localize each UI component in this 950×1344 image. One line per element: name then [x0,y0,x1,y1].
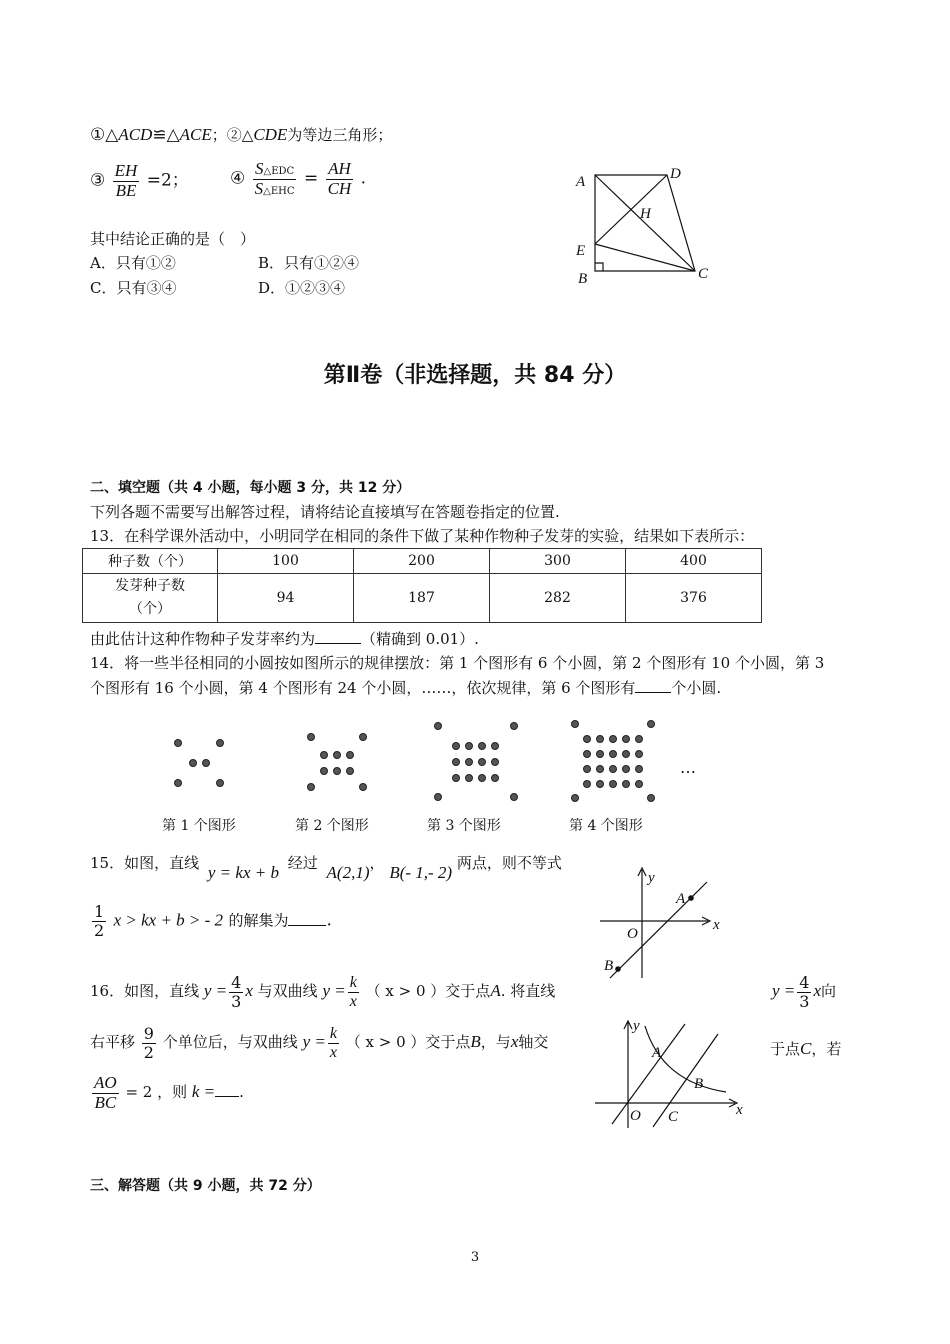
q15-line2: $\frac{1}{2}$ x > kx + b > - 2 的解集为 . [94,902,332,940]
fill-header: 二、填空题（共 4 小题，每小题 3 分，共 12 分） [90,480,411,496]
label-o: O [627,926,638,942]
point-a [688,895,694,901]
pattern-2 [308,734,367,791]
point-b [615,966,621,972]
table-cell: 400 [626,549,762,574]
diagonal-ac [595,175,695,271]
table-header-seeds: 种子数（个） [83,549,218,574]
q14-line2: 个图形有 16 个小圆，第 4 个图形有 24 个小圆，……，依次规律，第 6 个图形有 个小圆. [90,679,722,697]
seed-table [82,548,762,623]
section-title: 第Ⅱ卷（非选择题，共 84 分） [323,363,627,388]
q12-option-d: D．①②③④ [258,279,346,297]
q15-line1: 15．如图，直线 y = kx + b 经过 A(2,1)， B(- 1,- 2) 两点，则不等式 [90,854,562,882]
table-cell: 376 [626,574,762,623]
q12-item3: ③ $\frac{EH}{BE}$ =2； [90,161,189,200]
label-a: A [676,891,686,907]
q12-option-b: B．只有①②④ [258,254,360,272]
segment-ec [595,244,695,271]
label-y: y [633,1018,640,1034]
table-cell: 94 [218,574,354,623]
label-y: y [648,870,655,886]
caption-figure-2: 第 2 个图形 [295,818,369,834]
label-x: x [736,1102,743,1118]
label-e: E [576,243,586,259]
q16-figure [590,1012,760,1132]
fill-instructions: 下列各题不需要写出解答过程，请将结论直接填写在答题卷指定的位置. [90,503,560,521]
q12-option-c: C．只有③④ [90,279,177,297]
q13-text: 13．在科学课外活动中，小明同学在相同的条件下做了某种作物种子发芽的实验，结果如下表所示： [90,527,755,545]
pattern-1 [175,740,224,787]
label-b: B [604,958,614,974]
q12-item4: ④ $\frac{\text{S△EDC}}{\text{S△EHC}}$ = $\frac{AH}{CH}$ . [230,159,367,198]
label-o: O [630,1108,641,1124]
q16-line1-end: y = $\frac{4}{3}$ x向 [772,973,837,1011]
table-cell: 282 [490,574,626,623]
line-shifted [653,1034,718,1127]
pattern-4 [572,721,655,802]
q14-line1: 14．将一些半径相同的小圆按如图所示的规律摆放：第 1 个图形有 6 个小圆，第 2 个图形有 10 个小圆，第 3 [90,654,825,672]
q12-option-a: A．只有①② [90,254,176,272]
q12-prompt: 其中结论正确的是（ ） [90,230,256,248]
q12-figure [570,160,720,290]
pattern-ellipsis: … [680,758,696,777]
table-cell: 300 [490,549,626,574]
table-row [83,574,762,623]
q16-line1: 16．如图，直线 y = $\frac{4}{3}$ x 与双曲线 y = $\frac{k}{x}$ （ x > 0 ）交于点A. 将直线 [90,973,556,1011]
label-x: x [713,917,720,933]
right-angle-mark [595,263,603,271]
q16-line3: $\frac{AO}{BC}$ = 2 ，则 k = . [94,1073,244,1112]
label-a: A [576,174,586,190]
label-c: C [668,1109,679,1125]
caption-figure-1: 第 1 个图形 [162,818,236,834]
label-h: H [640,206,651,222]
table-row [83,549,762,574]
label-d: D [670,166,681,182]
label-c: C [698,266,709,282]
table-cell: 200 [354,549,490,574]
q12-line1: ①△ACD≌△ACE；②△CDE为等边三角形； [90,125,393,145]
q16-line2-end: 于点C，若 [770,1039,842,1058]
caption-figure-4: 第 4 个图形 [569,818,643,834]
label-a: A [652,1045,662,1061]
table-cell: 100 [218,549,354,574]
q16-line2: 右平移 $\frac{9}{2}$ 个单位后，与双曲线 y = $\frac{k}{x}$ （ x > 0 ）交于点B，与x轴交 [90,1024,549,1062]
page-number: 3 [470,1250,480,1265]
q15-figure [590,860,740,980]
q13-conclusion: 由此估计这种作物种子发芽率约为 （精确到 0.01）. [90,630,479,648]
table-header-germinated: 发芽种子数 （个） [83,574,218,623]
table-cell: 187 [354,574,490,623]
pattern-3 [435,723,518,801]
q14-pattern-figures [160,715,710,810]
caption-figure-3: 第 3 个图形 [427,818,501,834]
label-b: B [578,271,588,287]
answer-header: 三、解答题（共 9 小题，共 72 分） [90,1178,321,1194]
label-b: B [694,1076,704,1092]
